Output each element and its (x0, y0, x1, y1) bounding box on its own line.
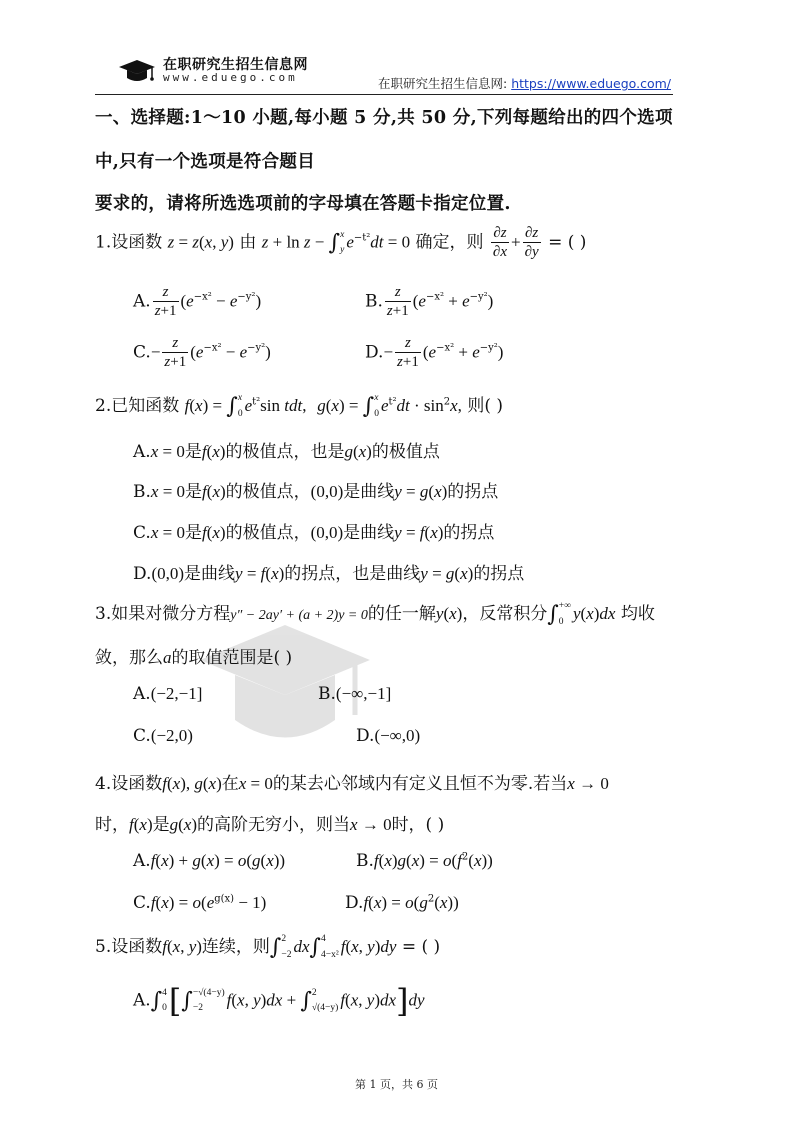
q3-option-c[interactable]: C.(−2,0) (133, 726, 193, 746)
section-heading-line3: 要求的，请将所选选项前的字母填在答题卡指定位置. (95, 194, 511, 214)
q2-option-b[interactable]: B.x = 0是f(x)的极值点，(0,0)是曲线y = g(x)的拐点 (133, 482, 499, 502)
question-3-line2: 敛，那么a的取值范围是( ) (95, 648, 293, 668)
q1-option-b[interactable]: B. $\frac{z}{z+1}$ $(e^{-x^2} + e^{-y^2})$ (365, 284, 494, 320)
site-logo[interactable] (117, 54, 317, 88)
q3-option-d[interactable]: D.(−∞,0) (356, 726, 421, 746)
q4-option-c[interactable]: $C.f(x) = o(e^{g(x)} - 1)$ (133, 893, 267, 913)
site-link[interactable]: https://www.eduego.com/ (511, 76, 671, 91)
q1-option-a[interactable]: A. $\frac{z}{z+1}$ $(e^{-x^2} - e^{-y^2})$ (133, 284, 262, 320)
question-1: 1.设函数 z = z(x, y) 由 z + ln z − ∫ x y $e^{-t^2}dt = 0$ 确定，则 $\frac{\partial z}{\partial x}$ + $\frac{\partial z}{\partial y}$ = ( ) (95, 225, 587, 261)
section-heading-line2: 中,只有一个选项是符合题目 (95, 152, 315, 172)
q5-option-a[interactable]: A.∫ 4 0 [∫ −√(4−y) −2 f(x, y)dx + ∫ 2 √(4−y) f(x, y)dx]dy (133, 982, 425, 1020)
q2-option-d[interactable]: D.(0,0)是曲线y = f(x)的拐点，也是曲线y = g(x)的拐点 (133, 564, 525, 584)
q1-option-d[interactable]: D.− $\frac{z}{z+1}$ $(e^{-x^2} + e^{-y^2})$ (365, 335, 504, 371)
page-number: 第 1 页，共 6 页 (355, 1078, 438, 1091)
q3-option-a[interactable]: A.(−2,−1] (133, 684, 203, 704)
question-2: 2.已知函数 f(x) = ∫ x 0 $e^{t^2}\sin$ tdt, g(x) = ∫ x 0 $e^{t^2}dt \cdot \sin^2x$, 则( ) (95, 393, 503, 419)
logo-url: www.eduego.com (163, 71, 298, 84)
q4-option-b[interactable]: $B.f(x)g(x) = o(f^2(x))$ (356, 851, 493, 871)
question-3: 3.如果对微分方程y″ − 2ay′ + (a + 2)y = 0的任一解y(x)，反常积分∫ +∞ 0 y(x)dx 均收 (95, 601, 655, 627)
question-4: 4.设函数f(x), g(x)在x = 0的某去心邻域内有定义且恒不为零.若当x → 0 (95, 774, 609, 794)
q2-option-c[interactable]: C.x = 0是f(x)的极值点，(0,0)是曲线y = f(x)的拐点 (133, 523, 495, 543)
question-5: 5.设函数f(x, y)连续，则∫ 2 −2 dx∫ 4 4−x² f(x, y)dy = ( ) (95, 934, 441, 960)
q4-option-d[interactable]: $D.f(x) = o(g^2(x))$ (345, 893, 459, 913)
q2-option-a[interactable]: A.x = 0是f(x)的极值点，也是g(x)的极值点 (133, 442, 440, 462)
logo-name: 在职研究生招生信息网 (163, 57, 308, 73)
section-heading-line1: 一、选择题:1～10 小题,每小题 5 分,共 50 分,下列每题给出的四个选项 (95, 108, 673, 128)
page-header (95, 52, 673, 95)
header-site-info (378, 74, 671, 92)
q3-option-b[interactable]: B.(−∞,−1] (318, 684, 392, 704)
site-label: 在职研究生招生信息网: (378, 76, 508, 91)
graduation-cap-icon (117, 58, 157, 84)
question-4-line2: 时，f(x)是g(x)的高阶无穷小，则当x → 0时，( ) (95, 815, 445, 835)
q4-option-a[interactable]: A.f(x) + g(x) = o(g(x)) (133, 851, 286, 871)
q1-option-c[interactable]: C.− $\frac{z}{z+1}$ $(e^{-x^2} - e^{-y^2})$ (133, 335, 271, 371)
